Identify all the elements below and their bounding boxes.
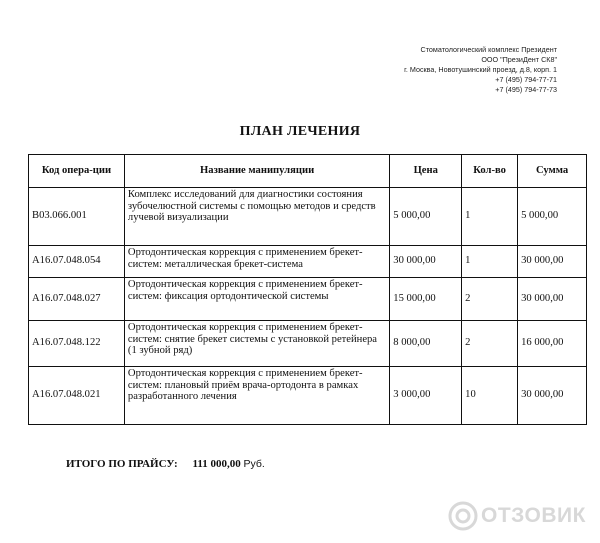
row-code: B03.066.001 bbox=[29, 188, 125, 246]
table-row bbox=[29, 367, 587, 425]
row-name: Ортодонтическая коррекция с применением брекет-систем: металлическая брекет-система bbox=[124, 246, 389, 278]
row-price: 5 000,00 bbox=[390, 188, 462, 246]
otzovik-watermark bbox=[448, 500, 586, 532]
row-name: Ортодонтическая коррекция с применением брекет-систем: плановый приём врача-ортодонта в рамках разработанного лечения bbox=[124, 367, 389, 425]
row-price: 8 000,00 bbox=[390, 321, 462, 367]
row-qty: 1 bbox=[462, 246, 518, 278]
row-qty: 10 bbox=[462, 367, 518, 425]
total-label: ИТОГО ПО ПРАЙСУ: bbox=[66, 458, 178, 470]
row-sum: 30 000,00 bbox=[518, 246, 587, 278]
treatment-plan-table bbox=[28, 154, 587, 425]
clinic-address: г. Москва, Новотушинский проезд, д.8, корп. 1 bbox=[404, 65, 557, 74]
clinic-company: ООО "ПрезиДент СК8" bbox=[481, 55, 557, 64]
table-row bbox=[29, 278, 587, 321]
row-price: 15 000,00 bbox=[390, 278, 462, 321]
row-code: A16.07.048.021 bbox=[29, 367, 125, 425]
clinic-header bbox=[297, 45, 557, 95]
table-row bbox=[29, 246, 587, 278]
row-sum: 30 000,00 bbox=[518, 367, 587, 425]
row-name: Ортодонтическая коррекция с применением брекет-систем: фиксация ортодонтической системы bbox=[124, 278, 389, 321]
document-title: ПЛАН ЛЕЧЕНИЯ bbox=[239, 124, 361, 139]
table-header-row bbox=[29, 155, 587, 188]
table-row bbox=[29, 188, 587, 246]
table-row bbox=[29, 321, 587, 367]
row-sum: 30 000,00 bbox=[518, 278, 587, 321]
row-sum: 16 000,00 bbox=[518, 321, 587, 367]
row-qty: 2 bbox=[462, 321, 518, 367]
header-price: Цена bbox=[390, 155, 462, 188]
header-qty: Кол-во bbox=[462, 155, 518, 188]
row-code: A16.07.048.027 bbox=[29, 278, 125, 321]
row-sum: 5 000,00 bbox=[518, 188, 587, 246]
total-amount: 111 000,00 bbox=[192, 458, 241, 470]
row-price: 3 000,00 bbox=[390, 367, 462, 425]
row-qty: 2 bbox=[462, 278, 518, 321]
total-line bbox=[66, 458, 265, 470]
clinic-phone-2: +7 (495) 794-77-73 bbox=[495, 85, 557, 94]
header-code: Код опера-ции bbox=[29, 155, 125, 188]
header-sum: Сумма bbox=[518, 155, 587, 188]
clinic-name: Стоматологический комплекс Президент bbox=[420, 45, 557, 54]
watermark-text: ОТЗОВИК bbox=[481, 504, 586, 527]
total-currency: Руб. bbox=[243, 458, 265, 470]
row-name: Комплекс исследований для диагностики состояния зубочелюстной системы с помощью методов и средств лучевой визуализации bbox=[124, 188, 389, 246]
header-name: Название манипуляции bbox=[124, 155, 389, 188]
otzovik-logo-icon bbox=[448, 501, 478, 531]
row-price: 30 000,00 bbox=[390, 246, 462, 278]
row-name: Ортодонтическая коррекция с применением брекет-систем: снятие брекет системы с установкой ретейнера (1 зубной ряд) bbox=[124, 321, 389, 367]
clinic-phone-1: +7 (495) 794-77-71 bbox=[495, 75, 557, 84]
row-code: A16.07.048.122 bbox=[29, 321, 125, 367]
row-code: A16.07.048.054 bbox=[29, 246, 125, 278]
row-qty: 1 bbox=[462, 188, 518, 246]
